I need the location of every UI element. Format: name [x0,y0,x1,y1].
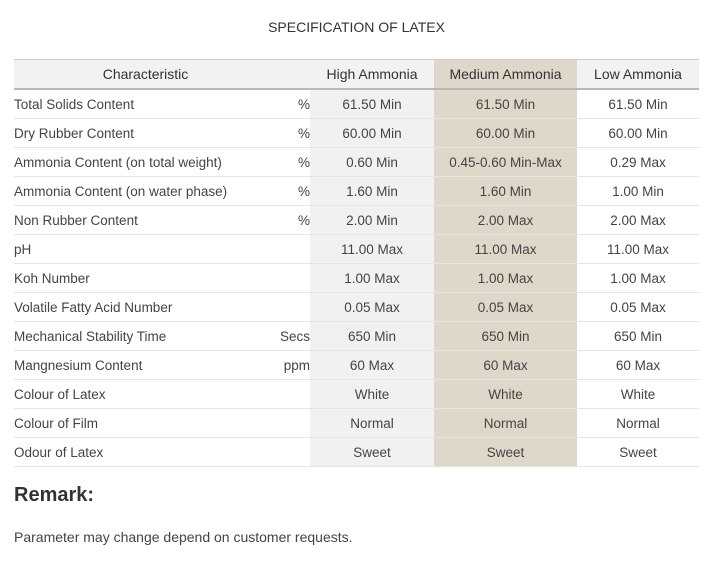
table-row [14,322,699,351]
characteristic-cell: pH [14,235,277,264]
medium-ammonia-cell: 0.45-0.60 Min-Max [434,148,577,177]
unit-cell [277,409,310,438]
characteristic-cell: Koh Number [14,264,277,293]
low-ammonia-cell: 650 Min [577,322,699,351]
medium-ammonia-cell: White [434,380,577,409]
unit-cell: % [277,177,310,206]
low-ammonia-cell: 1.00 Max [577,264,699,293]
high-ammonia-cell: 2.00 Min [310,206,434,235]
specification-table [14,59,699,467]
high-ammonia-cell: 1.00 Max [310,264,434,293]
unit-cell: % [277,206,310,235]
high-ammonia-cell: 60 Max [310,351,434,380]
unit-cell: Secs [277,322,310,351]
low-ammonia-cell: Sweet [577,438,699,467]
table-row [14,351,699,380]
low-ammonia-cell: Normal [577,409,699,438]
low-ammonia-cell: 2.00 Max [577,206,699,235]
high-ammonia-cell: 0.05 Max [310,293,434,322]
low-ammonia-cell: 61.50 Min [577,89,699,119]
header-medium-ammonia: Medium Ammonia [434,60,577,90]
unit-cell: % [277,148,310,177]
characteristic-cell: Non Rubber Content [14,206,277,235]
high-ammonia-cell: 61.50 Min [310,89,434,119]
characteristic-cell: Total Solids Content [14,89,277,119]
unit-cell [277,293,310,322]
unit-cell [277,235,310,264]
table-header-row [14,60,699,90]
low-ammonia-cell: 0.05 Max [577,293,699,322]
page-title: SPECIFICATION OF LATEX [268,19,445,35]
high-ammonia-cell: Normal [310,409,434,438]
table-row [14,409,699,438]
table-row [14,380,699,409]
high-ammonia-cell: 11.00 Max [310,235,434,264]
characteristic-cell: Odour of Latex [14,438,277,467]
medium-ammonia-cell: Sweet [434,438,577,467]
characteristic-cell: Ammonia Content (on total weight) [14,148,277,177]
characteristic-cell: Volatile Fatty Acid Number [14,293,277,322]
unit-cell: % [277,89,310,119]
medium-ammonia-cell: 60 Max [434,351,577,380]
low-ammonia-cell: 11.00 Max [577,235,699,264]
header-high-ammonia: High Ammonia [310,60,434,90]
high-ammonia-cell: Sweet [310,438,434,467]
remark-text: Parameter may change depend on customer requests. [14,529,353,545]
high-ammonia-cell: 650 Min [310,322,434,351]
table-row [14,438,699,467]
high-ammonia-cell: 60.00 Min [310,119,434,148]
unit-cell: ppm [277,351,310,380]
high-ammonia-cell: 1.60 Min [310,177,434,206]
medium-ammonia-cell: 11.00 Max [434,235,577,264]
characteristic-cell: Ammonia Content (on water phase) [14,177,277,206]
header-low-ammonia: Low Ammonia [577,60,699,90]
medium-ammonia-cell: Normal [434,409,577,438]
high-ammonia-cell: 0.60 Min [310,148,434,177]
table-row [14,293,699,322]
characteristic-cell: Mangnesium Content [14,351,277,380]
table-row [14,264,699,293]
low-ammonia-cell: White [577,380,699,409]
low-ammonia-cell: 60 Max [577,351,699,380]
remark-heading: Remark: [14,484,95,506]
medium-ammonia-cell: 2.00 Max [434,206,577,235]
table-row [14,235,699,264]
medium-ammonia-cell: 1.60 Min [434,177,577,206]
table-row [14,89,699,119]
characteristic-cell: Colour of Latex [14,380,277,409]
characteristic-cell: Colour of Film [14,409,277,438]
header-characteristic: Characteristic [14,60,277,90]
table-row [14,148,699,177]
characteristic-cell: Mechanical Stability Time [14,322,277,351]
unit-cell: % [277,119,310,148]
unit-cell [277,380,310,409]
table-row [14,206,699,235]
medium-ammonia-cell: 60.00 Min [434,119,577,148]
characteristic-cell: Dry Rubber Content [14,119,277,148]
low-ammonia-cell: 1.00 Min [577,177,699,206]
unit-cell [277,438,310,467]
header-unit [277,60,310,90]
medium-ammonia-cell: 1.00 Max [434,264,577,293]
medium-ammonia-cell: 61.50 Min [434,89,577,119]
medium-ammonia-cell: 650 Min [434,322,577,351]
unit-cell [277,264,310,293]
high-ammonia-cell: White [310,380,434,409]
low-ammonia-cell: 0.29 Max [577,148,699,177]
table-row [14,177,699,206]
table-row [14,119,699,148]
low-ammonia-cell: 60.00 Min [577,119,699,148]
medium-ammonia-cell: 0.05 Max [434,293,577,322]
